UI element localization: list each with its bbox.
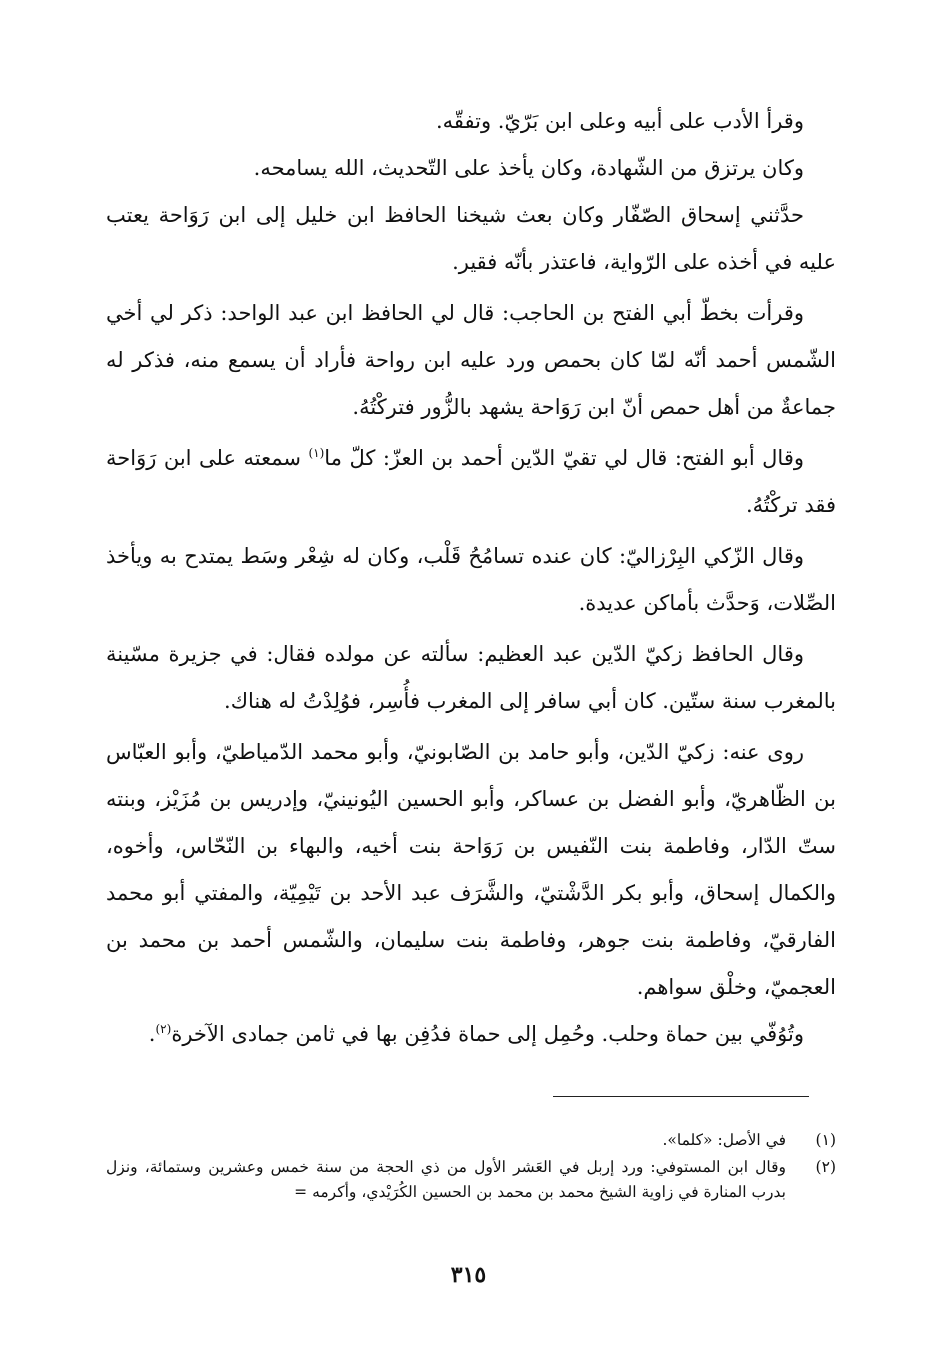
paragraph: حدَّثني إسحاق الصّفّار وكان بعث شيخنا الحافظ ابن خليل إلى ابن رَوَاحة يعتب عليه في أخذه على الرّواية، فاعتذر بأنّه فقير. [106,203,836,274]
footnote-number: (١) [815,1131,836,1149]
paragraph: وتُوُفّي بين حماة وحلب. وحُمِل إلى حماة فدُفِن بها في ثامن جمادى الآخرة$^{(٢)}$. [148,1022,804,1046]
paragraph: وقال الزّكي البِرْزاليّ: كان عنده تسامُحُ قَلْب، وكان له شِعْر وسَط يمتدح به ويأخذ الصِّلات، وَحدَّث بأماكن عديدة. [106,544,836,615]
footnote [106,1155,836,1205]
paragraph: وقال أبو الفتح: قال لي تقيّ الدّين أحمد بن العزّ: كلّ ما$^{(١)}$ سمعته على ابن رَوَاحة فقد تركْتُهُ. [106,446,836,517]
footnote-text: في الأصل: «كلما». [662,1131,786,1149]
footnote-separator [553,1096,809,1097]
main-text [106,98,836,1058]
paragraph: وقال الحافظ زكيّ الدّين عبد العظيم: سألته عن مولده فقال: في جزيرة مسّينة بالمغرب سنة ستّين. كان أبي سافر إلى المغرب فأُسِر، فوُلِدْتُ له هناك. [106,642,836,713]
paragraph: روى عنه: زكيّ الدّين، وأبو حامد بن الصّابونيّ، وأبو محمد الدّمياطيّ، وأبو العبّاس بن الظّاهريّ، وأبو الفضل بن عساكر، وأبو الحسين اليُونينيّ، وإدريس بن مُزَيْز، وبنته ستّ الدّار، وفاطمة بنت النّفيس بن رَوَاحة بنت أخيه، والبهاء بن النّحّاس، وأخوه، والكمال إسحاق، وأبو بكر الدَّشْتيّ، والشَّرَف عبد الأحد بن تَيْمِيّة، والمفتي أبو محمد الفارقيّ، وفاطمة بنت جوهر، وفاطمة بنت سليمان، والشّمس أحمد بن محمد بن العجميّ، وخلْق سواهم. [106,740,836,999]
page-number: ٣١٥ [450,1262,487,1288]
paragraph: وقرأ الأدب على أبيه وعلى ابن بَرّيّ. وتفقّه. [435,109,804,133]
footnote-number: (٢) [815,1158,836,1176]
footnote-text: وقال ابن المستوفي: ورد إربل في العَشر الأول من ذي الحجة من سنة خمس وعشرين وستمائة، ونزل بدرب المنارة في زاوية الشيخ محمد بن محمد بن الحسين الكُرَيْدي، وأكرمه = [106,1158,786,1201]
footnote-marker: (١) [308,446,325,460]
footnote-marker: (٢) [155,1022,172,1036]
paragraph: وكان يرتزق من الشّهادة، وكان يأخذ على التّحديث، الله يسامحه. [253,156,804,180]
footnote [106,1128,836,1153]
paragraph: وقرأت بخطّ أبي الفتح بن الحاجب: قال لي الحافظ ابن عبد الواحد: ذكر لي أخي الشّمس أحمد أنّه لمّا كان بحمص ورد عليه ابن رواحة فأراد أن يسمع منه، فذكر له جماعةٌ من أهل حمص أنّ ابن رَوَاحة يشهد بالزُّور فتركْتُهُ. [106,301,836,419]
footnotes [106,1128,836,1207]
